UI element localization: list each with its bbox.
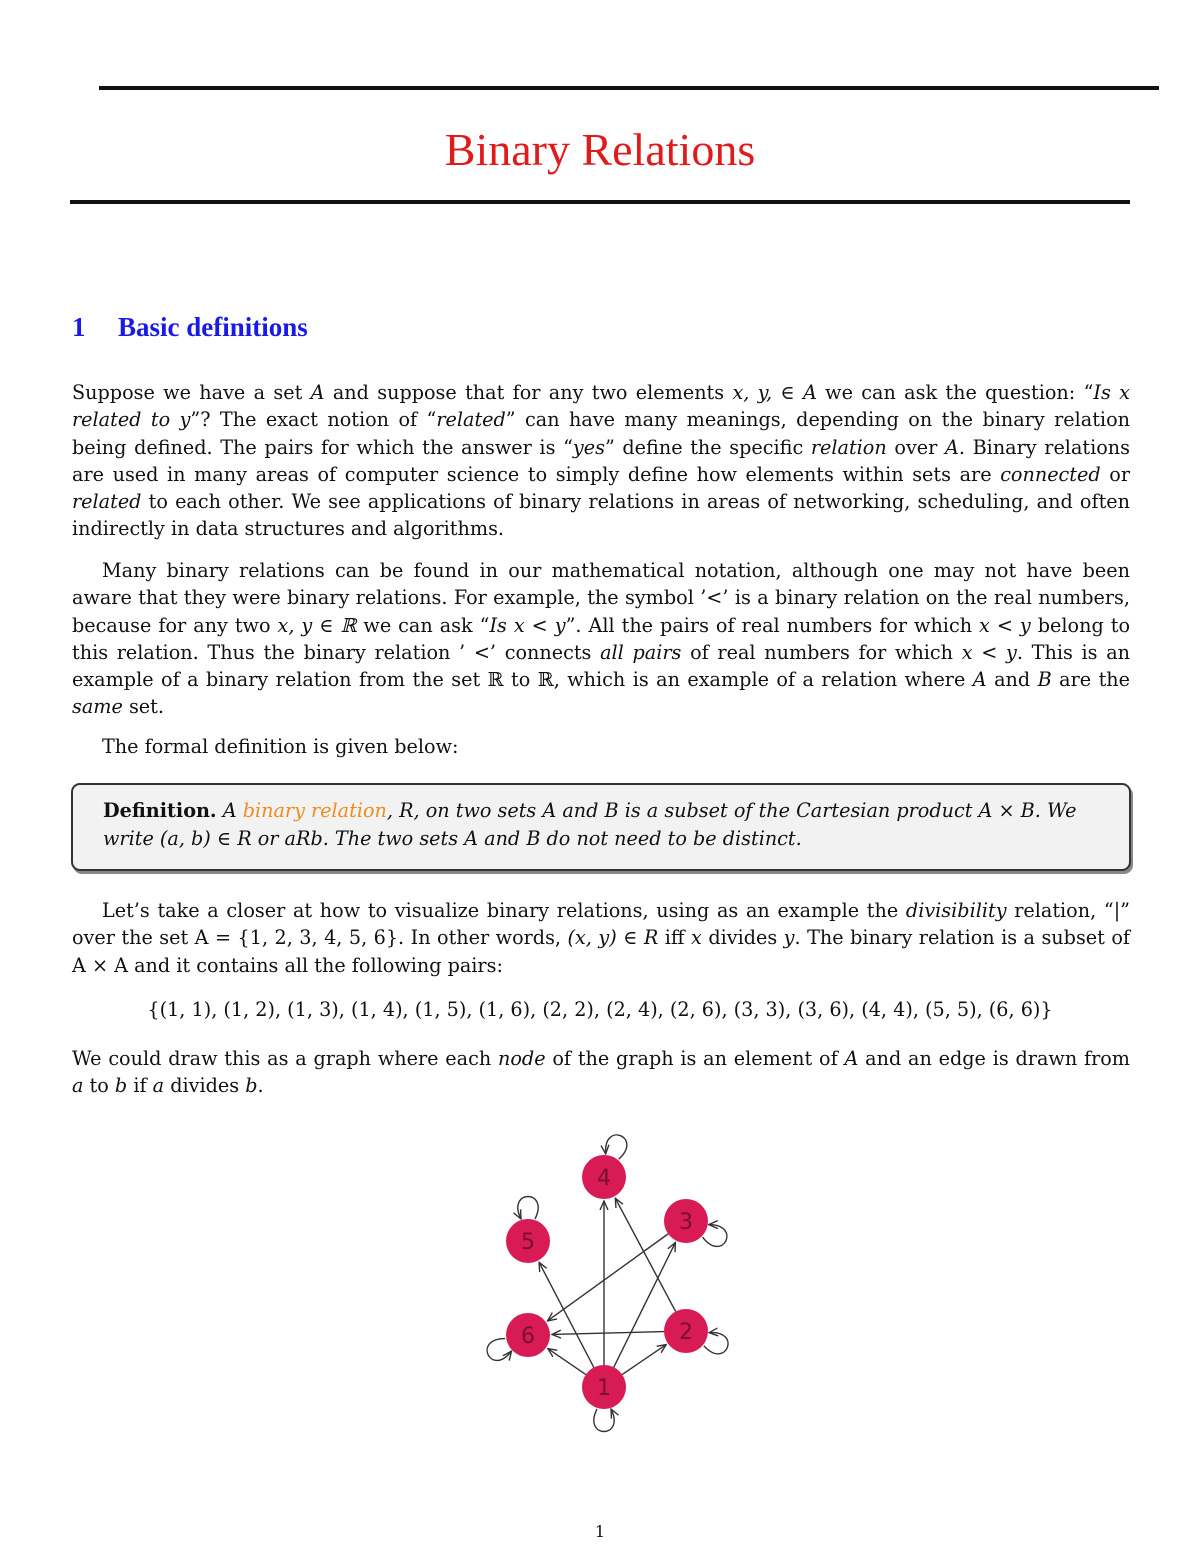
section-heading [72,312,308,343]
node-label-1: 1 [597,1376,611,1401]
edge-1-3 [614,1243,676,1368]
node-label-3: 3 [679,1210,693,1235]
node-label-5: 5 [521,1230,535,1255]
page-title: Binary Relations [444,124,756,175]
node-2 [664,1309,708,1353]
section-number: 1 [72,312,86,342]
definition-label: Definition. [103,799,217,822]
paragraph-divisibility: Let’s take a closer at how to visualize binary relations, using as an example the divisibility relation, “|” over the set A = {1, 2, 3, 4, 5, 6}. In other words, (x, y) ∈ R iff x divides y. The binary relation is a subset of A × A and it contains all the following pairs: [72,899,1130,977]
self-loop-5 [518,1197,538,1220]
definition-term: binary relation [242,799,387,822]
node-3 [664,1199,708,1243]
divisibility-graph [470,1125,740,1445]
paragraph-notation: Many binary relations can be found in our mathematical notation, although one may not have been aware that they were binary relations. For example, the symbol ’<’ is a binary relation on the real numbers, because for any two x, y ∈ ℝ we can ask “Is x < y”. All the pairs of real numbers for which x < y belong to this relation. Thus the binary relation ’ <’ connects all pairs of real numbers for which x < y. This is an example of a binary relation from the set ℝ to ℝ, which is an example of a relation where A and B are the same set. [72,559,1130,719]
node-label-6: 6 [521,1324,535,1349]
edge-1-6 [548,1349,586,1375]
page-number: 1 [594,1522,606,1541]
edge-3-6 [547,1234,668,1321]
section-title: Basic definitions [118,312,308,342]
node-1 [582,1365,626,1409]
pairs-set: {(1, 1), (1, 2), (1, 3), (1, 4), (1, 5), (1, 6), (2, 2), (2, 4), (2, 6), (3, 3), (3, 6), (4, 4), (5, 5), (6, 6)} [147,998,1053,1021]
paragraph-formal: The formal definition is given below: [102,735,459,758]
edge-2-6 [552,1332,664,1335]
node-label-2: 2 [679,1320,693,1345]
top-rule [99,86,1159,90]
edge-1-5 [539,1262,594,1367]
edge-1-2 [622,1345,666,1375]
definition-box: Definition. A binary relation, R, on two sets A and B is a subset of the Cartesian product A × B. We write (a, b) ∈ R or aRb. The two sets A and B do not need to be distinct. [71,783,1131,871]
node-4 [582,1155,626,1199]
self-loop-1 [594,1409,614,1432]
paragraph-intro: Suppose we have a set A and suppose that for any two elements x, y, ∈ A we can ask the question: “Is x related to y”? The exact notion of “related” can have many meanings, depending on the binary relation being defined. The pairs for which the answer is “yes” define the specific relation over A. Binary relations are used in many areas of computer science to simply define how elements within sets are connected or related to each other. We see applications of binary relations in areas of networking, scheduling, and often indirectly in data structures and algorithms. [72,381,1130,541]
node-6 [506,1313,550,1357]
bottom-rule [70,200,1130,204]
node-5 [506,1219,550,1263]
node-label-4: 4 [597,1166,611,1191]
paragraph-graph: We could draw this as a graph where each node of the graph is an element of A and an edge is drawn from a to b if a divides b. [72,1047,1130,1098]
